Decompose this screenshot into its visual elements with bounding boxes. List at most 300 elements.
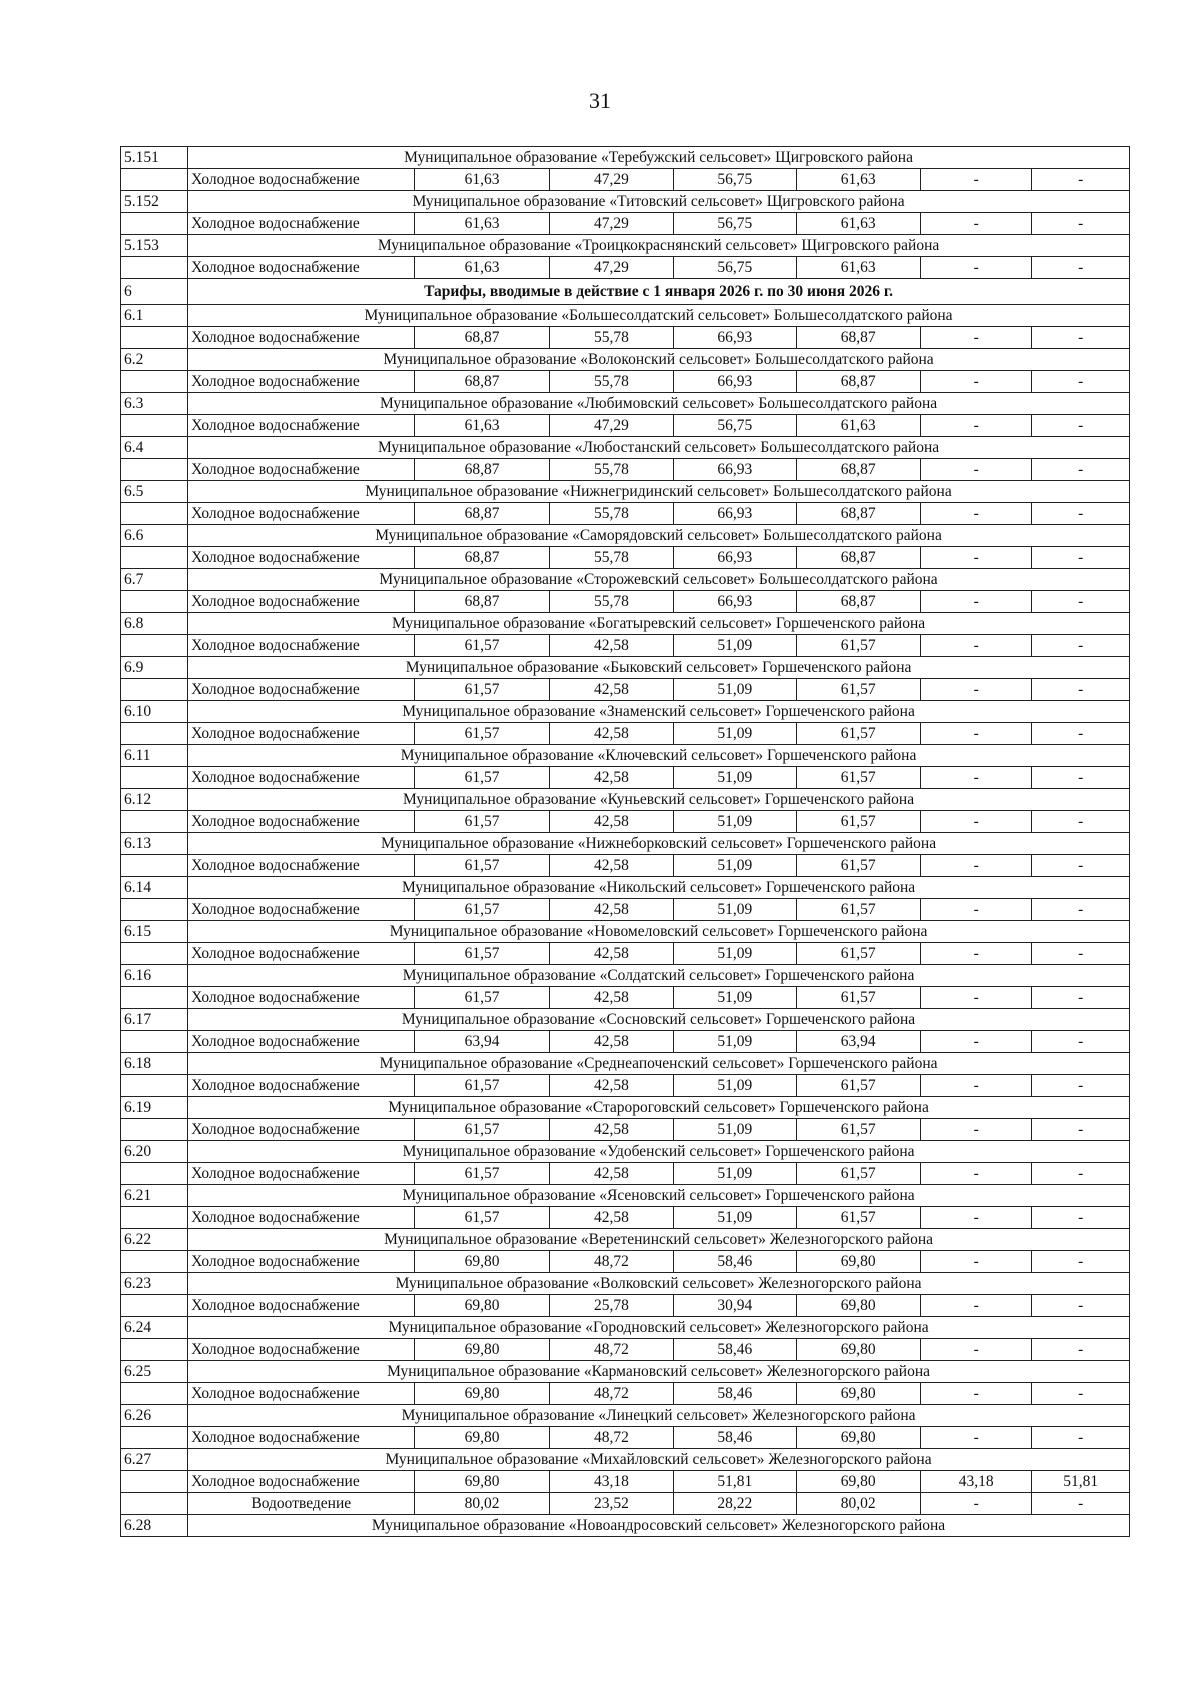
- row-number: 6.11: [121, 745, 188, 767]
- empty-number-cell: [121, 591, 188, 613]
- service-name: Холодное водоснабжение: [188, 635, 415, 657]
- tariff-value: -: [920, 1427, 1032, 1449]
- municipality-row: [121, 1449, 1130, 1471]
- tariff-value: 51,09: [674, 1207, 796, 1229]
- municipality-row: [121, 833, 1130, 855]
- tariff-value: -: [920, 635, 1032, 657]
- tariff-value: 42,58: [549, 635, 673, 657]
- empty-number-cell: [121, 1427, 188, 1449]
- municipality-row: [121, 789, 1130, 811]
- tariff-value: -: [1032, 1427, 1130, 1449]
- tariff-value: -: [1032, 1207, 1130, 1229]
- municipality-title: Муниципальное образование «Куньевский сельсовет» Горшеченского района: [188, 789, 1130, 811]
- row-number: 6.10: [121, 701, 188, 723]
- tariff-value: 51,09: [674, 679, 796, 701]
- service-name: Холодное водоснабжение: [188, 169, 415, 191]
- tariff-value: -: [1032, 547, 1130, 569]
- tariff-value: -: [920, 591, 1032, 613]
- tariff-value: 42,58: [549, 899, 673, 921]
- tariff-value: 66,93: [674, 459, 796, 481]
- service-name: Холодное водоснабжение: [188, 1119, 415, 1141]
- tariff-value: 51,09: [674, 1119, 796, 1141]
- municipality-row: [121, 965, 1130, 987]
- row-number: 6.18: [121, 1053, 188, 1075]
- tariff-value: 56,75: [674, 257, 796, 279]
- tariff-value: -: [1032, 1493, 1130, 1515]
- tariff-value: -: [920, 1119, 1032, 1141]
- row-number: 6.6: [121, 525, 188, 547]
- tariff-value: 56,75: [674, 415, 796, 437]
- section-title: Тарифы, вводимые в действие с 1 января 2026 г. по 30 июня 2026 г.: [188, 279, 1130, 305]
- municipality-title: Муниципальное образование «Большесолдатский сельсовет» Большесолдатского района: [188, 305, 1130, 327]
- tariff-value: 61,63: [796, 169, 920, 191]
- tariff-value: 69,80: [415, 1339, 549, 1361]
- tariff-value: -: [920, 1075, 1032, 1097]
- tariff-value: -: [920, 811, 1032, 833]
- service-name: Холодное водоснабжение: [188, 371, 415, 393]
- service-name: Холодное водоснабжение: [188, 1427, 415, 1449]
- service-name: Холодное водоснабжение: [188, 503, 415, 525]
- row-number: 6.13: [121, 833, 188, 855]
- municipality-row: [121, 569, 1130, 591]
- empty-number-cell: [121, 1207, 188, 1229]
- tariff-row: [121, 459, 1130, 481]
- tariff-value: 61,57: [415, 1163, 549, 1185]
- tariff-value: 68,87: [415, 547, 549, 569]
- municipality-row: [121, 1515, 1130, 1537]
- service-name: Холодное водоснабжение: [188, 591, 415, 613]
- municipality-title: Муниципальное образование «Солдатский сельсовет» Горшеченского района: [188, 965, 1130, 987]
- tariff-value: -: [920, 213, 1032, 235]
- municipality-title: Муниципальное образование «Богатыревский сельсовет» Горшеченского района: [188, 613, 1130, 635]
- tariff-value: 69,80: [796, 1339, 920, 1361]
- tariff-value: 61,57: [796, 635, 920, 657]
- tariff-row: [121, 855, 1130, 877]
- tariff-value: 28,22: [674, 1493, 796, 1515]
- tariff-row: [121, 635, 1130, 657]
- tariff-value: 51,09: [674, 723, 796, 745]
- empty-number-cell: [121, 213, 188, 235]
- tariff-value: -: [1032, 1163, 1130, 1185]
- empty-number-cell: [121, 1493, 188, 1515]
- tariff-value: 47,29: [549, 213, 673, 235]
- tariff-value: 69,80: [415, 1427, 549, 1449]
- tariff-row: [121, 547, 1130, 569]
- municipality-row: [121, 1405, 1130, 1427]
- municipality-row: [121, 1185, 1130, 1207]
- tariff-value: 58,46: [674, 1427, 796, 1449]
- tariff-row: [121, 811, 1130, 833]
- tariff-value: -: [920, 855, 1032, 877]
- tariff-value: -: [920, 987, 1032, 1009]
- tariff-value: -: [920, 371, 1032, 393]
- tariff-value: 42,58: [549, 767, 673, 789]
- tariff-value: 66,93: [674, 327, 796, 349]
- tariff-value: -: [1032, 899, 1130, 921]
- service-name: Холодное водоснабжение: [188, 1251, 415, 1273]
- tariff-value: 56,75: [674, 213, 796, 235]
- empty-number-cell: [121, 767, 188, 789]
- empty-number-cell: [121, 327, 188, 349]
- tariff-row: [121, 1383, 1130, 1405]
- service-name: Холодное водоснабжение: [188, 1075, 415, 1097]
- empty-number-cell: [121, 1339, 188, 1361]
- empty-number-cell: [121, 1251, 188, 1273]
- municipality-row: [121, 437, 1130, 459]
- tariff-value: 80,02: [415, 1493, 549, 1515]
- tariff-value: 51,09: [674, 635, 796, 657]
- municipality-title: Муниципальное образование «Нижнеборковский сельсовет» Горшеченского района: [188, 833, 1130, 855]
- empty-number-cell: [121, 987, 188, 1009]
- row-number: 6.16: [121, 965, 188, 987]
- tariff-value: 51,09: [674, 811, 796, 833]
- empty-number-cell: [121, 503, 188, 525]
- tariff-value: -: [1032, 723, 1130, 745]
- tariff-value: -: [920, 1207, 1032, 1229]
- service-name: Холодное водоснабжение: [188, 899, 415, 921]
- tariff-value: 61,57: [796, 855, 920, 877]
- tariff-value: -: [920, 1251, 1032, 1273]
- tariff-value: 61,57: [796, 1075, 920, 1097]
- municipality-title: Муниципальное образование «Новоандросовский сельсовет» Железногорского района: [188, 1515, 1130, 1537]
- empty-number-cell: [121, 855, 188, 877]
- tariff-value: 51,09: [674, 943, 796, 965]
- tariff-value: 69,80: [796, 1295, 920, 1317]
- municipality-row: [121, 701, 1130, 723]
- empty-number-cell: [121, 899, 188, 921]
- tariff-value: -: [1032, 1251, 1130, 1273]
- tariff-row: [121, 767, 1130, 789]
- tariff-value: 69,80: [415, 1251, 549, 1273]
- tariff-value: 61,63: [796, 415, 920, 437]
- tariff-value: 51,09: [674, 767, 796, 789]
- municipality-title: Муниципальное образование «Старороговский сельсовет» Горшеченского района: [188, 1097, 1130, 1119]
- tariff-value: 61,57: [415, 987, 549, 1009]
- empty-number-cell: [121, 1119, 188, 1141]
- tariff-value: 66,93: [674, 547, 796, 569]
- service-name: Холодное водоснабжение: [188, 1163, 415, 1185]
- tariff-value: 68,87: [796, 371, 920, 393]
- tariff-value: -: [920, 169, 1032, 191]
- row-number: 6.2: [121, 349, 188, 371]
- tariff-value: 61,57: [796, 1119, 920, 1141]
- service-name: Холодное водоснабжение: [188, 723, 415, 745]
- empty-number-cell: [121, 371, 188, 393]
- municipality-title: Муниципальное образование «Линецкий сельсовет» Железногорского района: [188, 1405, 1130, 1427]
- tariff-value: 42,58: [549, 811, 673, 833]
- tariff-value: 66,93: [674, 371, 796, 393]
- row-number: 6.9: [121, 657, 188, 679]
- empty-number-cell: [121, 169, 188, 191]
- tariff-value: 51,81: [674, 1471, 796, 1493]
- empty-number-cell: [121, 679, 188, 701]
- municipality-title: Муниципальное образование «Любимовский сельсовет» Большесолдатского района: [188, 393, 1130, 415]
- tariff-value: -: [1032, 459, 1130, 481]
- municipality-title: Муниципальное образование «Сторожевский сельсовет» Большесолдатского района: [188, 569, 1130, 591]
- row-number: 6.21: [121, 1185, 188, 1207]
- tariff-value: -: [1032, 1031, 1130, 1053]
- tariff-row: [121, 1493, 1130, 1515]
- tariff-value: 51,09: [674, 899, 796, 921]
- tariff-value: -: [920, 547, 1032, 569]
- tariff-value: 51,09: [674, 1163, 796, 1185]
- municipality-title: Муниципальное образование «Быковский сельсовет» Горшеченского района: [188, 657, 1130, 679]
- tariff-row: [121, 327, 1130, 349]
- row-number: 6.14: [121, 877, 188, 899]
- municipality-row: [121, 525, 1130, 547]
- row-number: 6.24: [121, 1317, 188, 1339]
- service-name: Холодное водоснабжение: [188, 459, 415, 481]
- tariff-value: 47,29: [549, 415, 673, 437]
- tariff-value: -: [1032, 213, 1130, 235]
- empty-number-cell: [121, 1031, 188, 1053]
- row-number: 6.25: [121, 1361, 188, 1383]
- municipality-row: [121, 613, 1130, 635]
- tariff-value: -: [1032, 635, 1130, 657]
- tariff-value: 51,09: [674, 1075, 796, 1097]
- tariff-row: [121, 1427, 1130, 1449]
- tariff-value: 61,57: [415, 1119, 549, 1141]
- empty-number-cell: [121, 635, 188, 657]
- tariff-value: 58,46: [674, 1383, 796, 1405]
- tariff-row: [121, 371, 1130, 393]
- tariff-value: 61,57: [415, 679, 549, 701]
- tariff-row: [121, 943, 1130, 965]
- tariff-value: 43,18: [549, 1471, 673, 1493]
- tariff-value: 55,78: [549, 503, 673, 525]
- service-name: Холодное водоснабжение: [188, 257, 415, 279]
- tariff-value: 47,29: [549, 257, 673, 279]
- tariff-row: [121, 257, 1130, 279]
- tariff-value: 68,87: [796, 503, 920, 525]
- empty-number-cell: [121, 459, 188, 481]
- tariff-value: 68,87: [415, 503, 549, 525]
- service-name: Холодное водоснабжение: [188, 943, 415, 965]
- municipality-title: Муниципальное образование «Нижнегридинский сельсовет» Большесолдатского района: [188, 481, 1130, 503]
- tariff-row: [121, 1339, 1130, 1361]
- empty-number-cell: [121, 723, 188, 745]
- service-name: Холодное водоснабжение: [188, 1339, 415, 1361]
- tariff-value: 42,58: [549, 1075, 673, 1097]
- tariff-value: 42,58: [549, 723, 673, 745]
- tariff-value: 48,72: [549, 1339, 673, 1361]
- municipality-title: Муниципальное образование «Удобенский сельсовет» Горшеченского района: [188, 1141, 1130, 1163]
- tariff-value: 61,57: [796, 811, 920, 833]
- tariff-value: 61,57: [796, 723, 920, 745]
- municipality-title: Муниципальное образование «Никольский сельсовет» Горшеченского района: [188, 877, 1130, 899]
- tariff-value: 61,57: [415, 1075, 549, 1097]
- tariff-value: 58,46: [674, 1251, 796, 1273]
- tariff-value: -: [1032, 987, 1130, 1009]
- tariff-row: [121, 503, 1130, 525]
- tariff-row: [121, 1163, 1130, 1185]
- row-number: 6.20: [121, 1141, 188, 1163]
- municipality-row: [121, 921, 1130, 943]
- tariff-value: 61,57: [415, 723, 549, 745]
- tariff-value: 61,57: [415, 943, 549, 965]
- tariff-value: 55,78: [549, 371, 673, 393]
- tariff-row: [121, 213, 1130, 235]
- tariff-value: 68,87: [415, 591, 549, 613]
- tariff-value: 23,52: [549, 1493, 673, 1515]
- tariff-value: 55,78: [549, 591, 673, 613]
- service-name: Холодное водоснабжение: [188, 1295, 415, 1317]
- tariff-value: 42,58: [549, 1163, 673, 1185]
- tariff-value: 48,72: [549, 1251, 673, 1273]
- empty-number-cell: [121, 811, 188, 833]
- tariff-row: [121, 1207, 1130, 1229]
- tariff-value: 69,80: [796, 1427, 920, 1449]
- tariff-row: [121, 1119, 1130, 1141]
- tariff-value: 66,93: [674, 591, 796, 613]
- municipality-title: Муниципальное образование «Волоконский сельсовет» Большесолдатского района: [188, 349, 1130, 371]
- tariff-value: 25,78: [549, 1295, 673, 1317]
- service-name: Холодное водоснабжение: [188, 767, 415, 789]
- tariff-value: 42,58: [549, 943, 673, 965]
- municipality-row: [121, 1097, 1130, 1119]
- row-number: 5.152: [121, 191, 188, 213]
- empty-number-cell: [121, 415, 188, 437]
- row-number: 6.27: [121, 1449, 188, 1471]
- tariff-value: -: [1032, 503, 1130, 525]
- municipality-row: [121, 1317, 1130, 1339]
- tariff-value: 51,09: [674, 1031, 796, 1053]
- service-name: Холодное водоснабжение: [188, 1031, 415, 1053]
- municipality-row: [121, 1141, 1130, 1163]
- municipality-row: [121, 1273, 1130, 1295]
- row-number: 6.3: [121, 393, 188, 415]
- municipality-row: [121, 191, 1130, 213]
- tariff-value: 61,63: [796, 213, 920, 235]
- tariff-value: -: [1032, 1295, 1130, 1317]
- municipality-title: Муниципальное образование «Веретенинский сельсовет» Железногорского района: [188, 1229, 1130, 1251]
- tariff-value: 58,46: [674, 1339, 796, 1361]
- empty-number-cell: [121, 943, 188, 965]
- tariff-value: 69,80: [796, 1251, 920, 1273]
- tariff-value: 51,81: [1032, 1471, 1130, 1493]
- tariff-value: 61,63: [415, 257, 549, 279]
- empty-number-cell: [121, 1471, 188, 1493]
- tariff-value: 66,93: [674, 503, 796, 525]
- tariff-value: -: [920, 415, 1032, 437]
- tariff-value: 42,58: [549, 1031, 673, 1053]
- tariff-value: -: [920, 1163, 1032, 1185]
- tariff-value: 51,09: [674, 855, 796, 877]
- empty-number-cell: [121, 1163, 188, 1185]
- row-number: 6.15: [121, 921, 188, 943]
- municipality-row: [121, 481, 1130, 503]
- municipality-title: Муниципальное образование «Кармановский сельсовет» Железногорского района: [188, 1361, 1130, 1383]
- tariff-value: -: [1032, 679, 1130, 701]
- tariff-value: 61,57: [796, 899, 920, 921]
- municipality-title: Муниципальное образование «Троицкокраснянский сельсовет» Щигровского района: [188, 235, 1130, 257]
- municipality-title: Муниципальное образование «Среднеапоченский сельсовет» Горшеченского района: [188, 1053, 1130, 1075]
- tariff-value: -: [920, 1031, 1032, 1053]
- tariff-value: 69,80: [415, 1383, 549, 1405]
- tariff-value: -: [1032, 767, 1130, 789]
- municipality-row: [121, 1361, 1130, 1383]
- tariff-value: 55,78: [549, 547, 673, 569]
- tariff-value: 61,57: [415, 855, 549, 877]
- tariff-value: 61,63: [415, 169, 549, 191]
- tariff-value: 61,57: [796, 1163, 920, 1185]
- municipality-title: Муниципальное образование «Сосновский сельсовет» Горшеченского района: [188, 1009, 1130, 1031]
- tariff-value: -: [1032, 415, 1130, 437]
- municipality-title: Муниципальное образование «Титовский сельсовет» Щигровского района: [188, 191, 1130, 213]
- tariff-row: [121, 987, 1130, 1009]
- row-number: 6.4: [121, 437, 188, 459]
- tariff-value: 61,57: [796, 1207, 920, 1229]
- row-number: 6.26: [121, 1405, 188, 1427]
- tariff-row: [121, 1075, 1130, 1097]
- tariff-value: 69,80: [796, 1471, 920, 1493]
- tariff-value: 63,94: [796, 1031, 920, 1053]
- tariff-value: 51,09: [674, 987, 796, 1009]
- tariff-row: [121, 679, 1130, 701]
- tariff-value: 47,29: [549, 169, 673, 191]
- tariff-value: -: [1032, 1383, 1130, 1405]
- row-number: 6.5: [121, 481, 188, 503]
- tariff-row: [121, 1471, 1130, 1493]
- row-number: 5.153: [121, 235, 188, 257]
- row-number: 6.7: [121, 569, 188, 591]
- tariff-value: 30,94: [674, 1295, 796, 1317]
- tariff-value: -: [920, 723, 1032, 745]
- tariff-value: 69,80: [415, 1471, 549, 1493]
- tariff-value: 61,63: [415, 415, 549, 437]
- tariff-value: -: [1032, 1339, 1130, 1361]
- tariff-value: -: [920, 679, 1032, 701]
- tariff-row: [121, 899, 1130, 921]
- tariff-value: -: [920, 459, 1032, 481]
- empty-number-cell: [121, 1295, 188, 1317]
- tariff-value: 55,78: [549, 459, 673, 481]
- tariff-value: -: [1032, 257, 1130, 279]
- tariff-value: 48,72: [549, 1427, 673, 1449]
- tariff-value: 48,72: [549, 1383, 673, 1405]
- tariff-value: 61,57: [415, 635, 549, 657]
- tariff-value: 69,80: [415, 1295, 549, 1317]
- service-name: Водоотведение: [188, 1493, 415, 1515]
- tariff-row: [121, 591, 1130, 613]
- municipality-title: Муниципальное образование «Знаменский сельсовет» Горшеченского района: [188, 701, 1130, 723]
- page-number: 31: [589, 88, 611, 113]
- tariff-value: 61,57: [415, 899, 549, 921]
- service-name: Холодное водоснабжение: [188, 1207, 415, 1229]
- tariff-value: -: [920, 943, 1032, 965]
- row-number: 6.23: [121, 1273, 188, 1295]
- tariff-value: 43,18: [920, 1471, 1032, 1493]
- tariff-value: 55,78: [549, 327, 673, 349]
- municipality-title: Муниципальное образование «Ясеновский сельсовет» Горшеченского района: [188, 1185, 1130, 1207]
- tariff-value: 42,58: [549, 1119, 673, 1141]
- tariff-value: 42,58: [549, 679, 673, 701]
- service-name: Холодное водоснабжение: [188, 811, 415, 833]
- municipality-title: Муниципальное образование «Городновский сельсовет» Железногорского района: [188, 1317, 1130, 1339]
- row-number: 6.28: [121, 1515, 188, 1537]
- tariff-value: 42,58: [549, 855, 673, 877]
- tariff-value: -: [1032, 1075, 1130, 1097]
- row-number: 6.22: [121, 1229, 188, 1251]
- tariff-value: 61,57: [415, 767, 549, 789]
- tariff-value: 61,57: [796, 679, 920, 701]
- tariff-value: 63,94: [415, 1031, 549, 1053]
- tariff-value: 61,57: [415, 811, 549, 833]
- service-name: Холодное водоснабжение: [188, 213, 415, 235]
- row-number: 6.12: [121, 789, 188, 811]
- tariff-value: 68,87: [796, 547, 920, 569]
- tariff-value: -: [920, 1383, 1032, 1405]
